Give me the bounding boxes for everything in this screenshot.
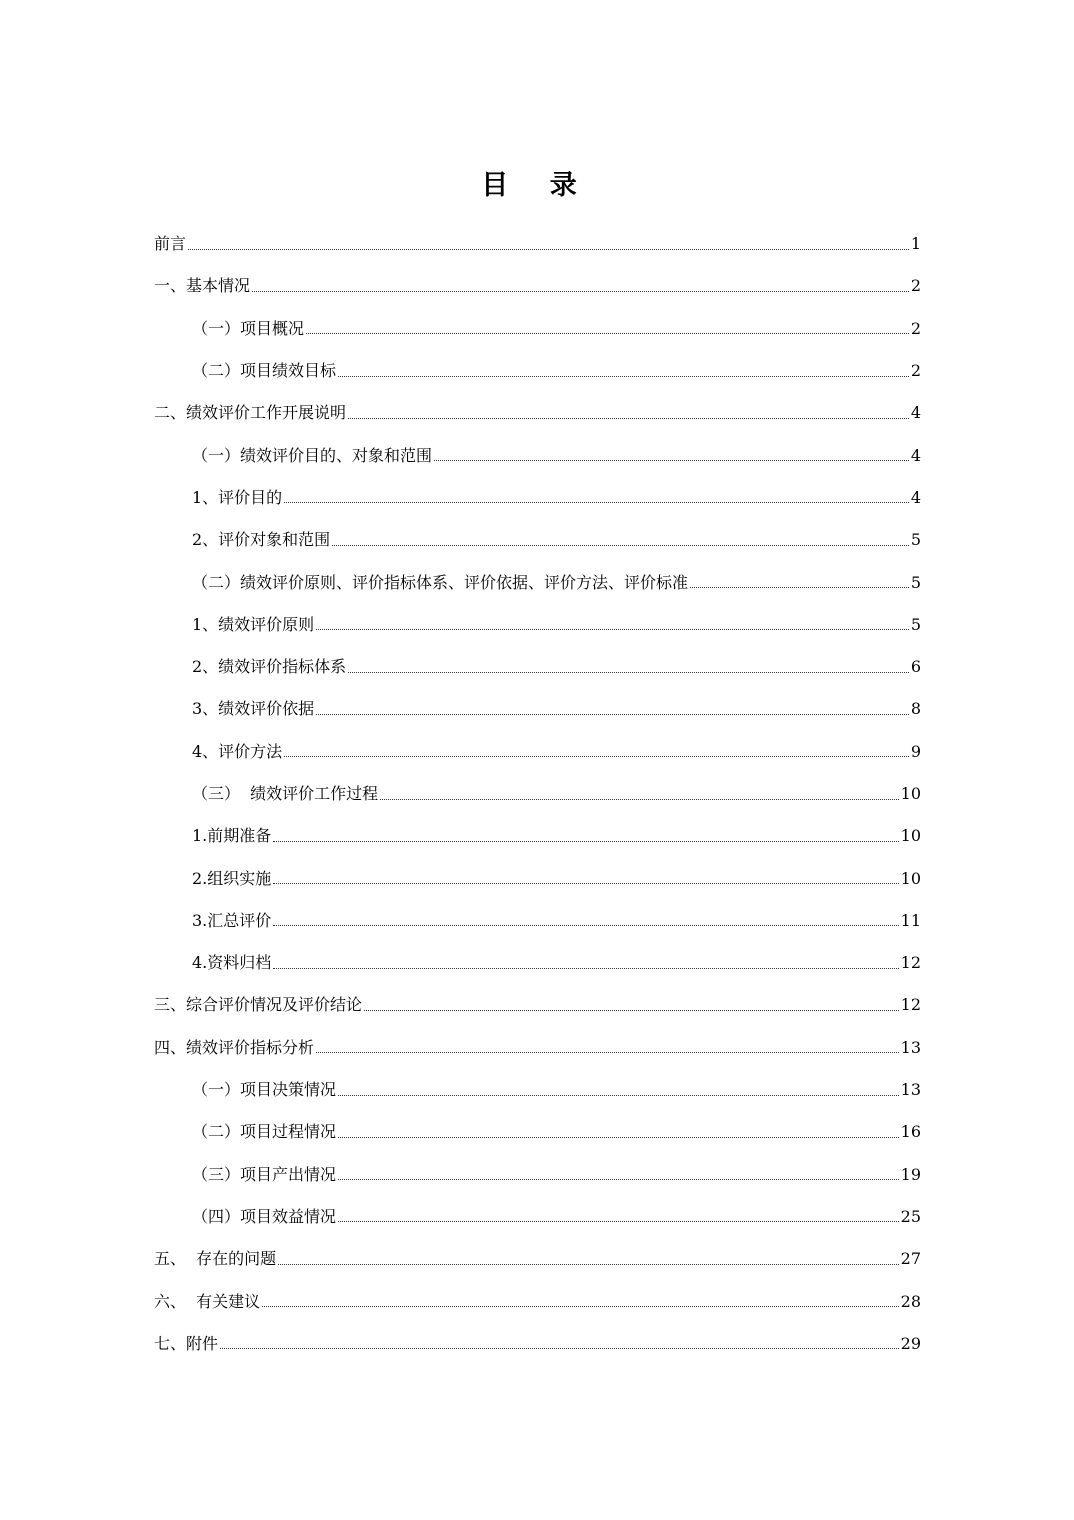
toc-entry-text: 4、评价方法 <box>192 741 283 761</box>
toc-entry[interactable] <box>154 604 921 646</box>
toc-entry-text: （三） 绩效评价工作过程 <box>192 784 379 803</box>
dot-leader <box>278 1264 898 1265</box>
dot-leader <box>316 714 909 715</box>
dot-leader <box>348 672 909 673</box>
toc-title: 目 录 <box>481 170 593 201</box>
toc-entry[interactable] <box>154 561 921 603</box>
dot-leader <box>220 1348 899 1349</box>
dot-leader <box>332 545 909 546</box>
dot-leader <box>690 587 909 588</box>
dot-leader <box>338 1095 899 1096</box>
toc-page-number: 25 <box>900 1206 921 1226</box>
toc-page-number: 10 <box>900 868 921 888</box>
toc-entry-text: 二、绩效评价工作开展说明 <box>154 403 347 423</box>
toc-entry-text: （一）项目概况 <box>192 318 305 338</box>
toc-page-number: 29 <box>900 1333 921 1353</box>
dot-leader <box>316 629 909 630</box>
dot-leader <box>273 883 898 884</box>
toc-page-number: 6 <box>910 657 921 677</box>
toc-page-number: 1 <box>910 234 921 254</box>
toc-page-number: 5 <box>910 530 921 550</box>
dot-leader <box>338 1137 899 1138</box>
toc-page-number: 8 <box>910 699 921 719</box>
toc-entry-text: 4.资料归档 <box>192 953 272 973</box>
toc-entry-text: 1.前期准备 <box>192 826 272 846</box>
toc-entry-text: （四）项目效益情况 <box>192 1206 337 1226</box>
toc-entry-text: （三）项目产出情况 <box>192 1164 337 1184</box>
toc-page-number: 12 <box>900 953 921 973</box>
dot-leader <box>348 418 909 419</box>
toc-entry[interactable] <box>154 519 921 561</box>
dot-leader <box>338 376 909 377</box>
dot-leader <box>262 1306 898 1307</box>
toc-entry-text: 3.汇总评价 <box>192 910 272 930</box>
toc-page-number: 2 <box>910 318 921 338</box>
toc-entry[interactable] <box>154 773 921 815</box>
dot-leader <box>273 841 898 842</box>
toc-entry[interactable] <box>154 1196 921 1238</box>
dot-leader <box>338 1221 899 1222</box>
toc-entry-text: 1、评价目的 <box>192 487 283 507</box>
toc-page-number: 4 <box>910 403 921 423</box>
toc-entry-text: （二）绩效评价原则、评价指标体系、评价依据、评价方法、评价标准 <box>192 572 689 592</box>
toc-entry[interactable] <box>154 434 921 476</box>
toc-entry-text: （二）项目过程情况 <box>192 1122 337 1142</box>
toc-page-number: 10 <box>900 826 921 846</box>
toc-page-number: 4 <box>910 487 921 507</box>
toc-entry[interactable] <box>154 308 921 350</box>
dot-leader <box>316 1052 899 1053</box>
toc-entry-text: 七、附件 <box>154 1333 219 1353</box>
toc-entry-text: 五、 存在的问题 <box>154 1249 277 1269</box>
toc-page-number: 4 <box>910 445 921 465</box>
toc-entry[interactable] <box>154 1027 921 1069</box>
table-of-contents <box>154 223 921 1365</box>
toc-page-number: 19 <box>900 1164 921 1184</box>
toc-entry-text: （二）项目绩效目标 <box>192 361 337 381</box>
toc-page-number: 2 <box>910 361 921 381</box>
toc-entry[interactable] <box>154 350 921 392</box>
toc-page-number: 10 <box>900 784 921 803</box>
toc-page-number: 13 <box>900 1037 921 1057</box>
dot-leader <box>273 968 898 969</box>
toc-page-number: 12 <box>900 995 921 1015</box>
toc-entry-text: 1、绩效评价原则 <box>192 614 315 634</box>
toc-entry-text: （一）绩效评价目的、对象和范围 <box>192 445 433 465</box>
toc-page-number: 11 <box>900 910 921 930</box>
toc-entry[interactable] <box>154 731 921 773</box>
toc-page-number: 5 <box>910 614 921 634</box>
dot-leader <box>273 925 898 926</box>
dot-leader <box>338 1179 899 1180</box>
toc-entry[interactable] <box>154 223 921 265</box>
toc-entry[interactable] <box>154 984 921 1026</box>
toc-entry-text: 三、综合评价情况及评价结论 <box>154 995 363 1015</box>
toc-page-number: 9 <box>910 741 921 761</box>
dot-leader <box>434 460 909 461</box>
toc-entry[interactable] <box>154 265 921 307</box>
toc-entry[interactable] <box>154 1323 921 1365</box>
toc-entry-text: 2.组织实施 <box>192 868 272 888</box>
toc-entry[interactable] <box>154 942 921 984</box>
toc-entry-text: 前言 <box>154 234 187 254</box>
toc-entry[interactable] <box>154 1238 921 1280</box>
toc-page-number: 2 <box>910 276 921 296</box>
dot-leader <box>284 502 909 503</box>
dot-leader <box>284 756 909 757</box>
dot-leader <box>364 1010 899 1011</box>
toc-entry[interactable] <box>154 1111 921 1153</box>
toc-entry-text: 2、绩效评价指标体系 <box>192 657 347 677</box>
toc-entry-text: 2、评价对象和范围 <box>192 530 331 550</box>
dot-leader <box>252 291 909 292</box>
dot-leader <box>188 249 909 250</box>
dot-leader <box>380 799 898 800</box>
toc-entry[interactable] <box>154 477 921 519</box>
dot-leader <box>306 333 909 334</box>
toc-page-number: 28 <box>900 1291 921 1311</box>
toc-entry[interactable] <box>154 900 921 942</box>
toc-entry-text: 3、绩效评价依据 <box>192 699 315 719</box>
toc-entry[interactable] <box>154 688 921 730</box>
toc-entry[interactable] <box>154 1280 921 1322</box>
toc-entry-text: 四、绩效评价指标分析 <box>154 1037 315 1057</box>
toc-entry[interactable] <box>154 646 921 688</box>
toc-entry-text: （一）项目决策情况 <box>192 1080 337 1100</box>
toc-entry-text: 六、 有关建议 <box>154 1291 261 1311</box>
toc-entry[interactable] <box>154 857 921 899</box>
toc-page-number: 16 <box>900 1122 921 1142</box>
toc-page-number: 27 <box>900 1249 921 1269</box>
toc-page-number: 13 <box>900 1080 921 1100</box>
toc-entry[interactable] <box>154 1154 921 1196</box>
toc-entry[interactable] <box>154 1069 921 1111</box>
toc-page-number: 5 <box>910 572 921 592</box>
toc-entry-text: 一、基本情况 <box>154 276 251 296</box>
toc-entry[interactable] <box>154 392 921 434</box>
toc-entry[interactable] <box>154 815 921 857</box>
